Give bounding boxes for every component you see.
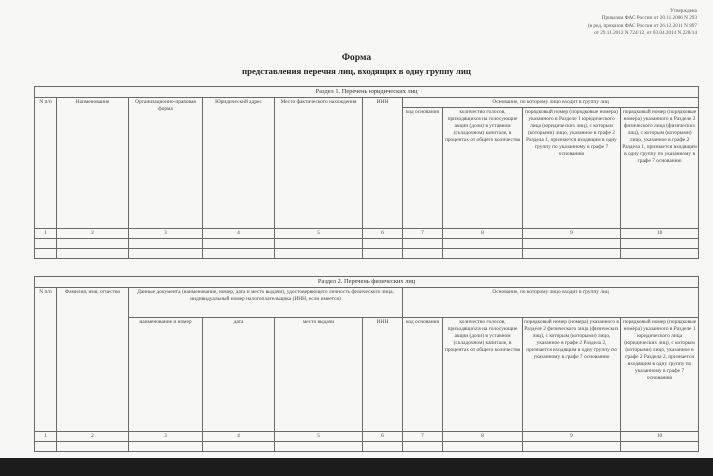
sub-header-cell: порядковый номер (номера) указанного в Разделе 2 физического лица (физических лиц), с которым (которыми) лицо, указанное в графе 2 Раздела 2, признается входящим в одну группу по указанному в графе 7 основанию [523, 318, 621, 432]
column-number: 10 [621, 229, 699, 239]
column-number: 2 [57, 229, 129, 239]
header-cell: Основание, по которому лицо входит в группу лиц [403, 98, 699, 108]
doc-sub-header-cell: ИНН [363, 318, 403, 432]
column-number: 8 [443, 432, 523, 442]
header-cell: Организационно-правовая форма [129, 98, 203, 229]
doc-sub-header-cell: дата [203, 318, 275, 432]
column-number: 5 [275, 432, 363, 442]
bottom-black-bar [0, 458, 713, 476]
section2-title: Раздел 2. Перечень физических лиц [35, 277, 699, 288]
column-number: 2 [57, 432, 129, 442]
empty-row [35, 239, 699, 249]
approval-line: Утверждена [670, 8, 697, 14]
form-subtitle: представления перечня лиц, входящих в одну группу лиц [242, 66, 471, 76]
column-number: 9 [523, 229, 621, 239]
form-title: Форма [341, 53, 372, 63]
approval-line: от 29.11.2012 N 724/12, от 03.04.2014 N 228/14 [594, 30, 697, 37]
column-number: 5 [275, 229, 363, 239]
header-cell: Юридический адрес [203, 98, 275, 229]
header-cell: N п/п [35, 98, 57, 229]
empty-row [35, 442, 699, 452]
column-number: 3 [129, 229, 203, 239]
column-number: 1 [35, 229, 57, 239]
header-cell: Основание, по которому лицо входит в группу лиц [403, 288, 699, 318]
sub-header-cell: количество голосов, приходящихся на голосующие акции (доли) в уставном (складочном) капитале, в процентах от общего количества [443, 318, 523, 432]
section2-table [34, 276, 699, 452]
approval-stamp [588, 8, 697, 38]
column-number: 6 [363, 229, 403, 239]
sub-header-cell: порядковый номер (порядковые номера) указанного в Разделе 2 физического лица (физических лиц), с которым (которыми) лицо, указанное в графе 2 Раздела 1, признается входящим в одну группу по указанному в графе 7 основанию [621, 108, 699, 229]
sub-header-cell: количество голосов, приходящихся на голосующие акции (доли) в уставном (складочном) капитале, в процентах от общего количества [443, 108, 523, 229]
doc-sub-header-cell: место выдачи [275, 318, 363, 432]
empty-row [35, 249, 699, 259]
section1-title: Раздел 1. Перечень юридических лиц [35, 87, 699, 98]
header-cell: Данные документа (наименование, номер, дата и место выдачи), удостоверяющего личность физического лица, индивидуальный номер налогоплательщика (ИНН, если имеется) [129, 288, 403, 318]
header-cell: Наименование [57, 98, 129, 229]
doc-sub-header-cell: наименование и номер [129, 318, 203, 432]
header-cell: Место фактического нахождения [275, 98, 363, 229]
sub-header-cell: порядковый номер (порядковые номера) указанного в Разделе 1 юридического лица (юридических лиц), с которым (которыми) лицо, указанное в графе 2 Раздела 1, признается входящим в одну группу по указанному в графе 7 основанию [523, 108, 621, 229]
column-number: 10 [621, 432, 699, 442]
approval-line: Приказом ФАС России от 20.11.2006 N 293 [601, 15, 697, 22]
sub-header-cell: порядковый номер (порядковые номера) указанного в Разделе 1 юридического лица (юридических лиц), с которым (которыми) лицо, указанное в графе 2 Раздела 2, признается входящим в одну группу по указанному в графе 7 основанию [621, 318, 699, 432]
sub-header-cell: код основания [403, 318, 443, 432]
column-number: 6 [363, 432, 403, 442]
header-cell: Фамилия, имя, отчество [57, 288, 129, 432]
column-number: 1 [35, 432, 57, 442]
sub-header-cell: код основания [403, 108, 443, 229]
section1-table [34, 86, 699, 259]
column-number: 9 [523, 432, 621, 442]
column-number: 7 [403, 432, 443, 442]
header-cell: ИНН [363, 98, 403, 229]
column-number: 7 [403, 229, 443, 239]
column-number: 4 [203, 229, 275, 239]
column-number: 3 [129, 432, 203, 442]
column-number: 8 [443, 229, 523, 239]
approval-line: (в ред. приказов ФАС России от 26.12.2011 N 897 [587, 22, 697, 29]
header-cell: N п/п [35, 288, 57, 432]
column-number: 4 [203, 432, 275, 442]
